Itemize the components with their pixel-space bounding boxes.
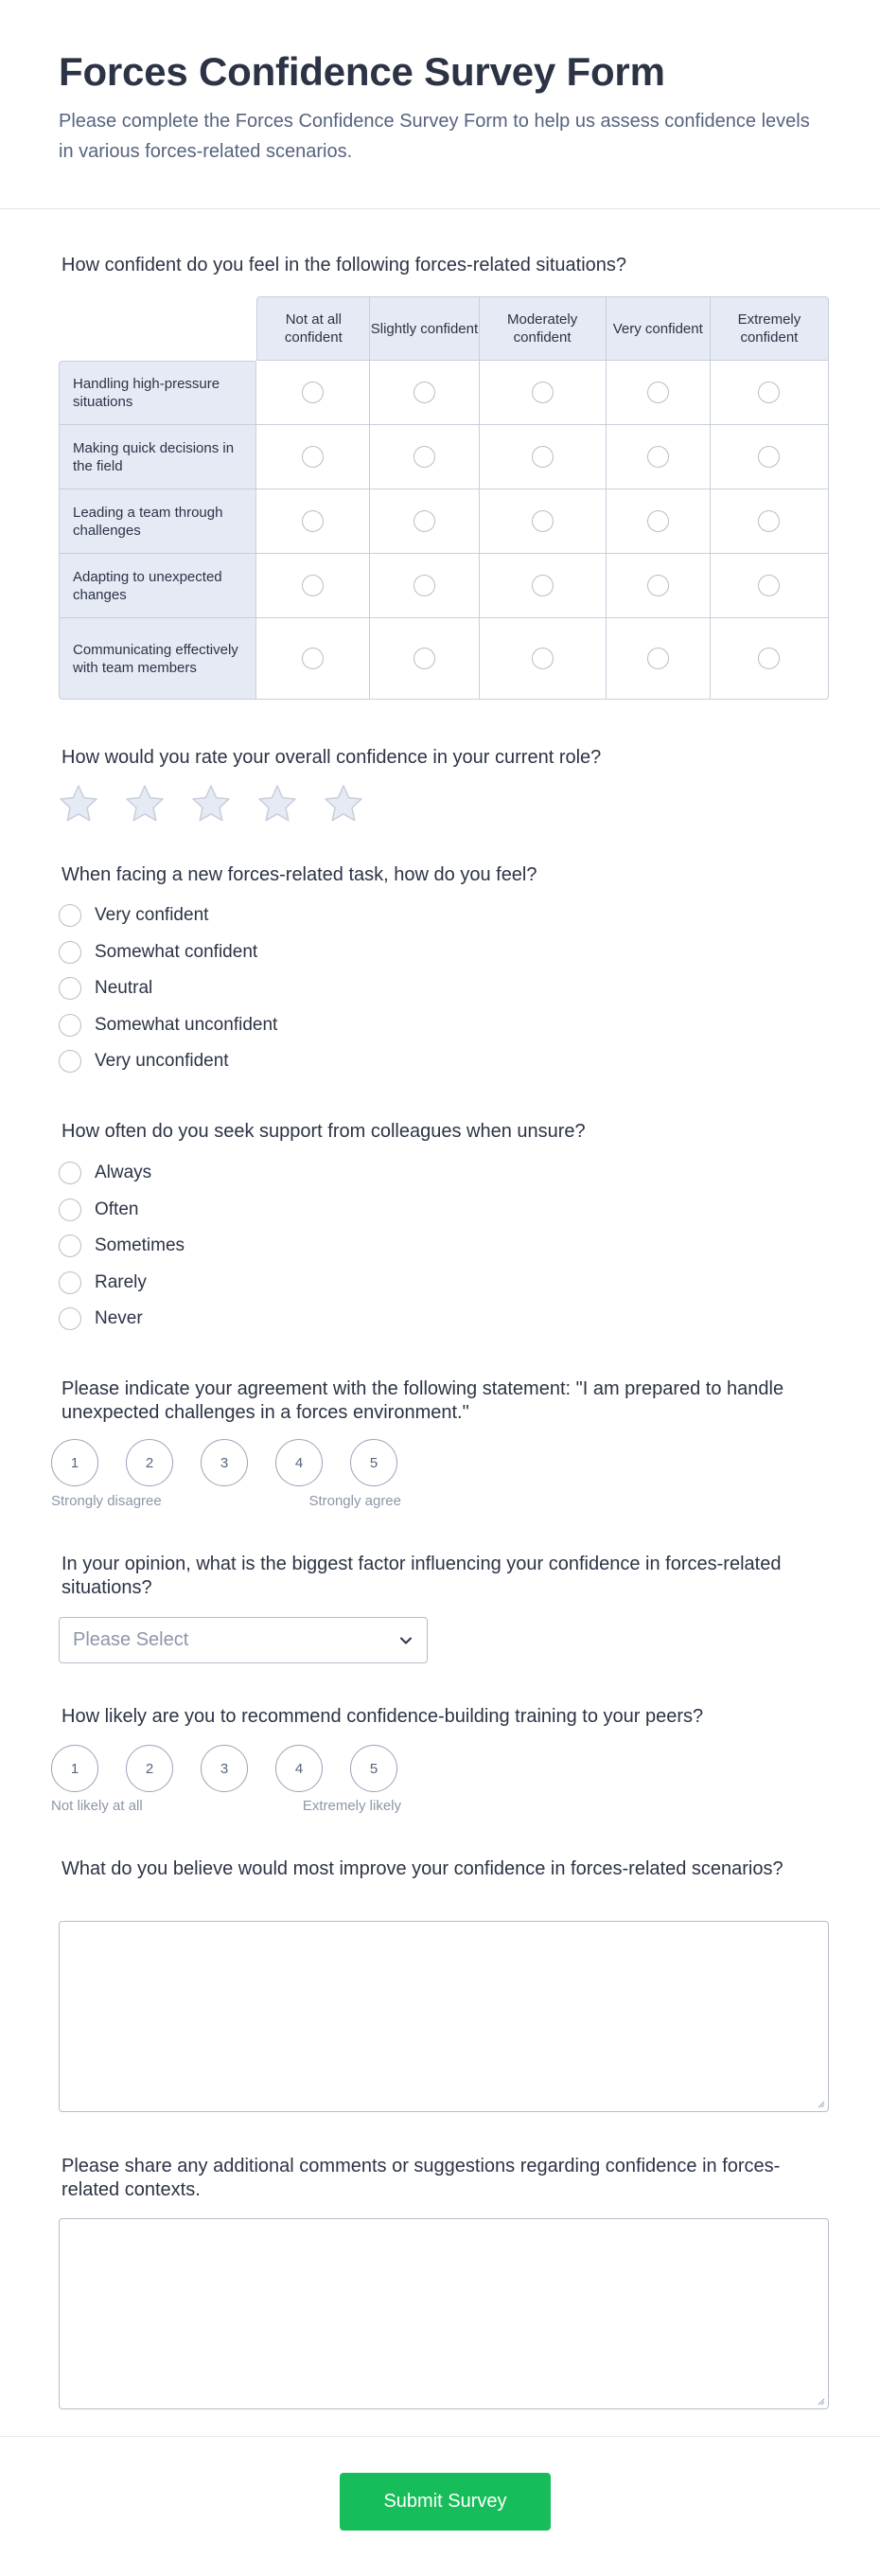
matrix-body (59, 361, 829, 700)
matrix-cell (256, 618, 370, 700)
matrix-cell (370, 554, 479, 618)
matrix-radio[interactable] (302, 510, 324, 532)
agreement-scale-option[interactable]: 2 (126, 1439, 173, 1486)
rating-question-title: How would you rate your overall confidence in your current role? (62, 747, 602, 768)
new-task-option[interactable] (59, 1007, 277, 1044)
matrix-cell (480, 361, 607, 425)
new-task-question-title: When facing a new forces-related task, how do you feel? (62, 864, 537, 885)
matrix-row (59, 489, 829, 554)
matrix-column-header: Extremely confident (711, 296, 829, 361)
confidence-matrix (59, 296, 829, 700)
support-option[interactable] (59, 1228, 185, 1265)
matrix-radio[interactable] (414, 446, 435, 468)
agreement-max-label: Strongly agree (308, 1493, 401, 1509)
matrix-cell (607, 425, 711, 489)
matrix-column-header: Very confident (607, 296, 711, 361)
radio-option-label: Somewhat confident (95, 941, 258, 962)
resize-grip-icon[interactable] (816, 2396, 825, 2406)
form-header (0, 0, 880, 209)
new-task-option[interactable] (59, 934, 277, 971)
matrix-radio[interactable] (302, 648, 324, 669)
agreement-scale-option[interactable]: 3 (201, 1439, 248, 1486)
matrix-radio[interactable] (414, 382, 435, 403)
matrix-cell (607, 361, 711, 425)
agreement-question-title: Please indicate your agreement with the following statement: "I am prepared to handle unexpected challenges in a forces environment." (62, 1378, 784, 1423)
matrix-cell (480, 425, 607, 489)
matrix-cell (711, 425, 829, 489)
matrix-cell (711, 618, 829, 700)
support-question-title: How often do you seek support from colleagues when unsure? (62, 1121, 586, 1142)
star-icon[interactable] (255, 782, 299, 826)
factor-select-placeholder: Please Select (73, 1629, 189, 1650)
radio-button[interactable] (59, 1235, 81, 1257)
matrix-cell (256, 361, 370, 425)
matrix-radio[interactable] (647, 510, 669, 532)
matrix-cell (480, 554, 607, 618)
matrix-radio[interactable] (758, 446, 780, 468)
new-task-option[interactable] (59, 970, 277, 1007)
new-task-option[interactable] (59, 897, 277, 934)
radio-option-label: Neutral (95, 978, 153, 999)
matrix-radio[interactable] (302, 382, 324, 403)
radio-option-label: Very unconfident (95, 1051, 229, 1072)
footer-divider (0, 2436, 880, 2437)
matrix-cell (370, 618, 479, 700)
matrix-radio[interactable] (532, 648, 554, 669)
agreement-scale (51, 1439, 397, 1486)
agreement-min-label: Strongly disagree (51, 1493, 162, 1509)
matrix-row (59, 361, 829, 425)
radio-button[interactable] (59, 1050, 81, 1073)
recommend-scale-option[interactable]: 2 (126, 1745, 173, 1792)
matrix-question-title: How confident do you feel in the following forces-related situations? (62, 255, 627, 275)
support-options (59, 1155, 185, 1338)
star-rating (57, 782, 365, 826)
matrix-row-label: Adapting to unexpected changes (59, 554, 256, 618)
comments-textarea[interactable] (59, 2218, 829, 2409)
matrix-cell (711, 554, 829, 618)
chevron-down-icon (398, 1633, 414, 1648)
radio-option-label: Often (95, 1199, 139, 1219)
radio-button[interactable] (59, 941, 81, 964)
recommend-min-label: Not likely at all (51, 1798, 143, 1814)
matrix-cell (711, 361, 829, 425)
matrix-radio[interactable] (302, 446, 324, 468)
recommend-scale-option[interactable]: 1 (51, 1745, 98, 1792)
radio-option-label: Never (95, 1308, 143, 1329)
matrix-row-label: Making quick decisions in the field (59, 425, 256, 489)
resize-grip-icon[interactable] (816, 2099, 825, 2108)
radio-button[interactable] (59, 1271, 81, 1294)
matrix-cell (711, 489, 829, 554)
matrix-row-label: Handling high-pressure situations (59, 361, 256, 425)
matrix-header-row (59, 296, 829, 361)
star-icon[interactable] (189, 782, 233, 826)
form-description: Please complete the Forces Confidence Survey Form to help us assess confidence levels in various forces-related scenarios. (59, 111, 810, 162)
matrix-radio[interactable] (414, 575, 435, 596)
matrix-row (59, 554, 829, 618)
matrix-radio[interactable] (302, 575, 324, 596)
matrix-radio[interactable] (647, 382, 669, 403)
matrix-cell (370, 361, 479, 425)
new-task-option[interactable] (59, 1043, 277, 1080)
matrix-radio[interactable] (647, 446, 669, 468)
improve-textarea[interactable] (59, 1921, 829, 2112)
support-option[interactable] (59, 1265, 185, 1302)
matrix-column-header: Not at all confident (256, 296, 370, 361)
matrix-cell (607, 618, 711, 700)
matrix-corner (59, 296, 256, 361)
matrix-row-label: Communicating effectively with team members (59, 618, 256, 700)
recommend-scale-option[interactable]: 5 (350, 1745, 397, 1792)
matrix-cell (370, 425, 479, 489)
radio-button[interactable] (59, 977, 81, 1000)
matrix-row (59, 618, 829, 700)
matrix-cell (480, 489, 607, 554)
matrix-radio[interactable] (532, 510, 554, 532)
matrix-cell (256, 425, 370, 489)
radio-button[interactable] (59, 1199, 81, 1221)
radio-option-label: Rarely (95, 1271, 147, 1292)
matrix-column-header: Moderately confident (480, 296, 607, 361)
matrix-radio[interactable] (758, 510, 780, 532)
matrix-radio[interactable] (758, 575, 780, 596)
recommend-max-label: Extremely likely (302, 1798, 401, 1814)
matrix-row-label: Leading a team through challenges (59, 489, 256, 554)
improve-question-title: What do you believe would most improve your confidence in forces-related scenarios? (62, 1858, 783, 1879)
radio-button[interactable] (59, 1307, 81, 1330)
matrix-radio[interactable] (758, 648, 780, 669)
support-option[interactable] (59, 1192, 185, 1229)
star-icon[interactable] (123, 782, 167, 826)
matrix-radio[interactable] (758, 382, 780, 403)
radio-option-label: Very confident (95, 905, 209, 926)
page-title: Forces Confidence Survey Form (59, 49, 665, 94)
matrix-cell (607, 554, 711, 618)
matrix-column-header: Slightly confident (370, 296, 479, 361)
recommend-question-title: How likely are you to recommend confidence-building training to your peers? (62, 1706, 704, 1727)
matrix-cell (256, 554, 370, 618)
star-icon[interactable] (57, 782, 100, 826)
star-icon[interactable] (322, 782, 365, 826)
radio-option-label: Somewhat unconfident (95, 1014, 278, 1035)
agreement-scale-option[interactable]: 4 (275, 1439, 323, 1486)
factor-select[interactable] (59, 1617, 428, 1663)
matrix-radio[interactable] (414, 648, 435, 669)
agreement-scale-option[interactable]: 5 (350, 1439, 397, 1486)
comments-question-title: Please share any additional comments or suggestions regarding confidence in forces-related contexts. (62, 2156, 781, 2200)
radio-option-label: Always (95, 1163, 152, 1183)
new-task-options (59, 897, 277, 1080)
matrix-cell (370, 489, 479, 554)
matrix-radio[interactable] (647, 648, 669, 669)
matrix-radio[interactable] (532, 446, 554, 468)
radio-button[interactable] (59, 1162, 81, 1184)
recommend-scale-option[interactable]: 4 (275, 1745, 323, 1792)
recommend-scale-option[interactable]: 3 (201, 1745, 248, 1792)
agreement-scale-option[interactable]: 1 (51, 1439, 98, 1486)
submit-survey-button[interactable]: Submit Survey (340, 2473, 551, 2531)
matrix-cell (256, 489, 370, 554)
radio-option-label: Sometimes (95, 1235, 185, 1256)
radio-button[interactable] (59, 904, 81, 927)
matrix-radio[interactable] (414, 510, 435, 532)
matrix-radio[interactable] (532, 575, 554, 596)
matrix-row (59, 425, 829, 489)
support-option[interactable] (59, 1301, 185, 1338)
matrix-cell (480, 618, 607, 700)
support-option[interactable] (59, 1155, 185, 1192)
radio-button[interactable] (59, 1014, 81, 1037)
recommend-scale (51, 1745, 397, 1792)
factor-question-title: In your opinion, what is the biggest factor influencing your confidence in forces-related situations? (62, 1554, 782, 1598)
matrix-radio[interactable] (532, 382, 554, 403)
matrix-cell (607, 489, 711, 554)
matrix-radio[interactable] (647, 575, 669, 596)
matrix-table (59, 296, 829, 700)
